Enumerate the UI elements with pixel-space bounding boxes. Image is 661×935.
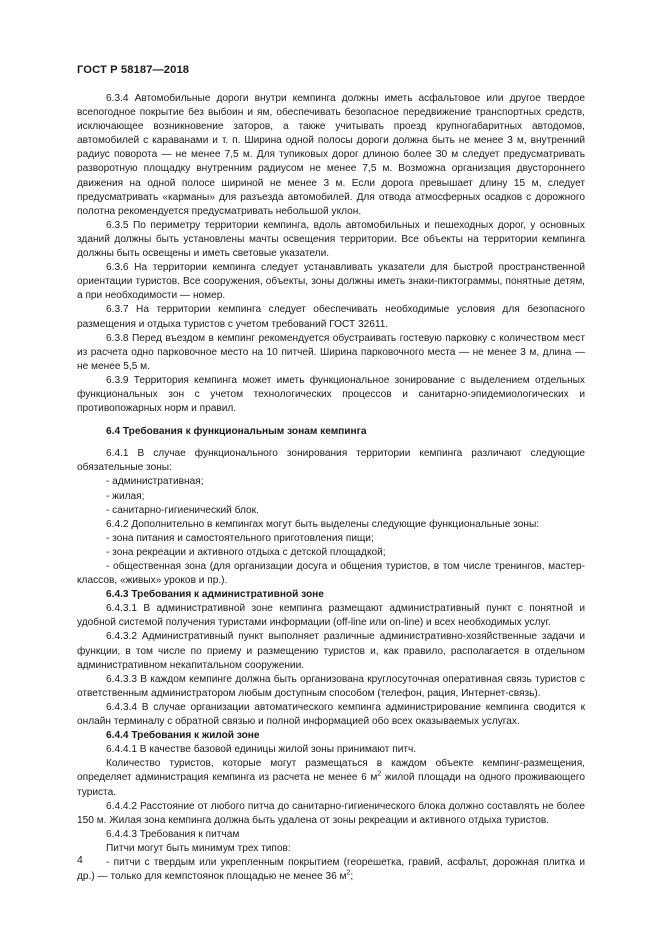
text-run: ;	[350, 871, 354, 883]
paragraph-6-4-1: 6.4.1 В случае функционального зонирования территории кемпинга различают следующие обязательные зоны:	[77, 448, 585, 474]
paragraph-6-4-4-2: 6.4.4.2 Расстояние от любого питча до санитарно-гигиенического блока должно составлять не более 150 м. Жилая зона кемпинга должна быть удалена от зоны рекреации и активного отдыха туристов.	[77, 800, 585, 826]
paragraph-6-3-5: 6.3.5 По периметру территории кемпинга, вдоль автомобильных и пешеходных дорог, у основных зданий должны быть установлены мачты освещения территории. Все объекты на территории кемпинга должны быть освещены и иметь световые указатели.	[77, 219, 585, 260]
paragraph-6-4-4-3: 6.4.4.3 Требования к питчам	[106, 828, 240, 840]
superscript: 2	[377, 771, 382, 779]
paragraph-6-4-2: 6.4.2 Дополнительно в кемпингах могут быть выделены следующие функциональные зоны:	[106, 518, 540, 530]
list-item: - санитарно-гигиенический блок.	[106, 504, 259, 516]
page-number: 4	[77, 855, 83, 866]
list-item: - общественная зона (для организации досуга и общения туристов, в том числе тренингов, мастер-классов, «живых» уроков и пр.).	[77, 561, 585, 587]
paragraph-6-4-3-1: 6.4.3.1 В административной зоне кемпинга размещают административный пункт с понятной и удобной системой получения туристами информации (off-line или on-line) и всех необходимых услуг.	[77, 603, 585, 629]
section-heading-6-4: 6.4 Требования к функциональным зонам кемпинга	[106, 426, 367, 438]
paragraph-6-3-9: 6.3.9 Территория кемпинга может иметь функциональное зонирование с выделением отдельных функциональных зон с учетом технологических процессов и санитарно-эпидемиологических и противопожарных норм и правил.	[77, 374, 585, 415]
subsection-heading-6-4-3: 6.4.3 Требования к административной зоне	[106, 589, 324, 601]
list-item: - жилая;	[106, 490, 145, 502]
text-run: жилой площади на одного проживающего туриста.	[77, 772, 585, 798]
paragraph-6-3-8: 6.3.8 Перед въездом в кемпинг рекомендуется обустраивать гостевую парковку с количеством мест из расчета одно парковочное место на 10 питчей. Ширина парковочного места — не менее 3 м, длина — не менее 5,5 м.	[77, 332, 585, 372]
paragraph-6-4-3-4: 6.4.3.4 В случае организации автоматического кемпинга администрирование кемпинга сводится к онлайн терминалу с обратной связью и полной информацией обо всех оказываемых услугах.	[77, 701, 585, 728]
list-item: - зона рекреации и активного отдыха с детской площадкой;	[106, 546, 386, 558]
paragraph-6-4-4-1: 6.4.4.1 В качестве базовой единицы жилой зоны принимают питч.	[106, 744, 417, 756]
list-item	[77, 856, 585, 884]
paragraph-6-4-4-1-b	[77, 757, 585, 799]
paragraph-6-3-7: 6.3.7 На территории кемпинга следует обеспечивать необходимые условия для безопасного размещения и отдыха туристов с учетом требований ГОСТ 32611.	[77, 304, 585, 330]
paragraph-6-4-3-2: 6.4.3.2 Административный пункт выполняет различные административно-хозяйственные задачи и функции, в том числе по приему и размещению туристов и, как правило, располагается в отдельном административном некапитальном сооружении.	[77, 631, 585, 671]
text-run: Количество туристов, которые могут размещаться в каждом объекте кемпинг-размещения, определяет администрация кемпинга из расчета не менее 6 м	[77, 758, 585, 784]
paragraph-6-3-6: 6.3.6 На территории кемпинга следует устанавливать указатели для быстрой пространственной ориентации туристов. Все сооружения, объекты, зоны должны иметь знаки-пиктограммы, понятные детям, а при необходимости — номер.	[77, 262, 585, 302]
list-item: - административная;	[106, 476, 204, 488]
text-run: - питчи с твердым или укрепленным покрытием (георешетка, гравий, асфальт, дорожная плитка и др.) — только для кемпстоянок площадью не менее 36 м	[77, 856, 585, 883]
subsection-heading-6-4-4: 6.4.4 Требования к жилой зоне	[106, 730, 260, 742]
paragraph-6-3-4: 6.3.4 Автомобильные дороги внутри кемпинга должны иметь асфальтовое или другое твердое всепогодное покрытие без выбоин и ям, обеспечивать безопасное передвижение транспортных средств, исключающее возникновение заторов, а также учитывать проезд крупногабаритных автодомов, автомобилей с караванами и т. п. Ширина одной полосы дороги должна быть не менее 3 м, внутренний радиус поворота — не менее 7,5 м. Для тупиковых дорог длиною более 30 м следует предусматривать разворотную площадку внутренним радиусом не менее 7,5 м. Возможна организация двустороннего движения на одной полосе шириной не менее 3 м. Если дорога превышает длину 15 м, следует предусматривать «карманы» для разъезда автомобилей. Для отвода атмосферных осадков с дорожного полотна рекомендуется предусматривать небольшой уклон.	[77, 93, 585, 217]
paragraph-6-4-3-3: 6.4.3.3 В каждом кемпинге должна быть организована круглосуточная оперативная связь туристов с ответственным администратором любым доступным способом (телефон, рация, Интернет-связь).	[77, 673, 585, 699]
superscript: 2	[346, 869, 351, 877]
document-header: ГОСТ Р 58187—2018	[77, 64, 190, 76]
document-body	[77, 92, 585, 884]
paragraph-6-4-4-3-b: Питчи могут быть минимум трех типов:	[106, 842, 291, 854]
list-item: - зона питания и самостоятельного приготовления пищи;	[106, 532, 374, 544]
